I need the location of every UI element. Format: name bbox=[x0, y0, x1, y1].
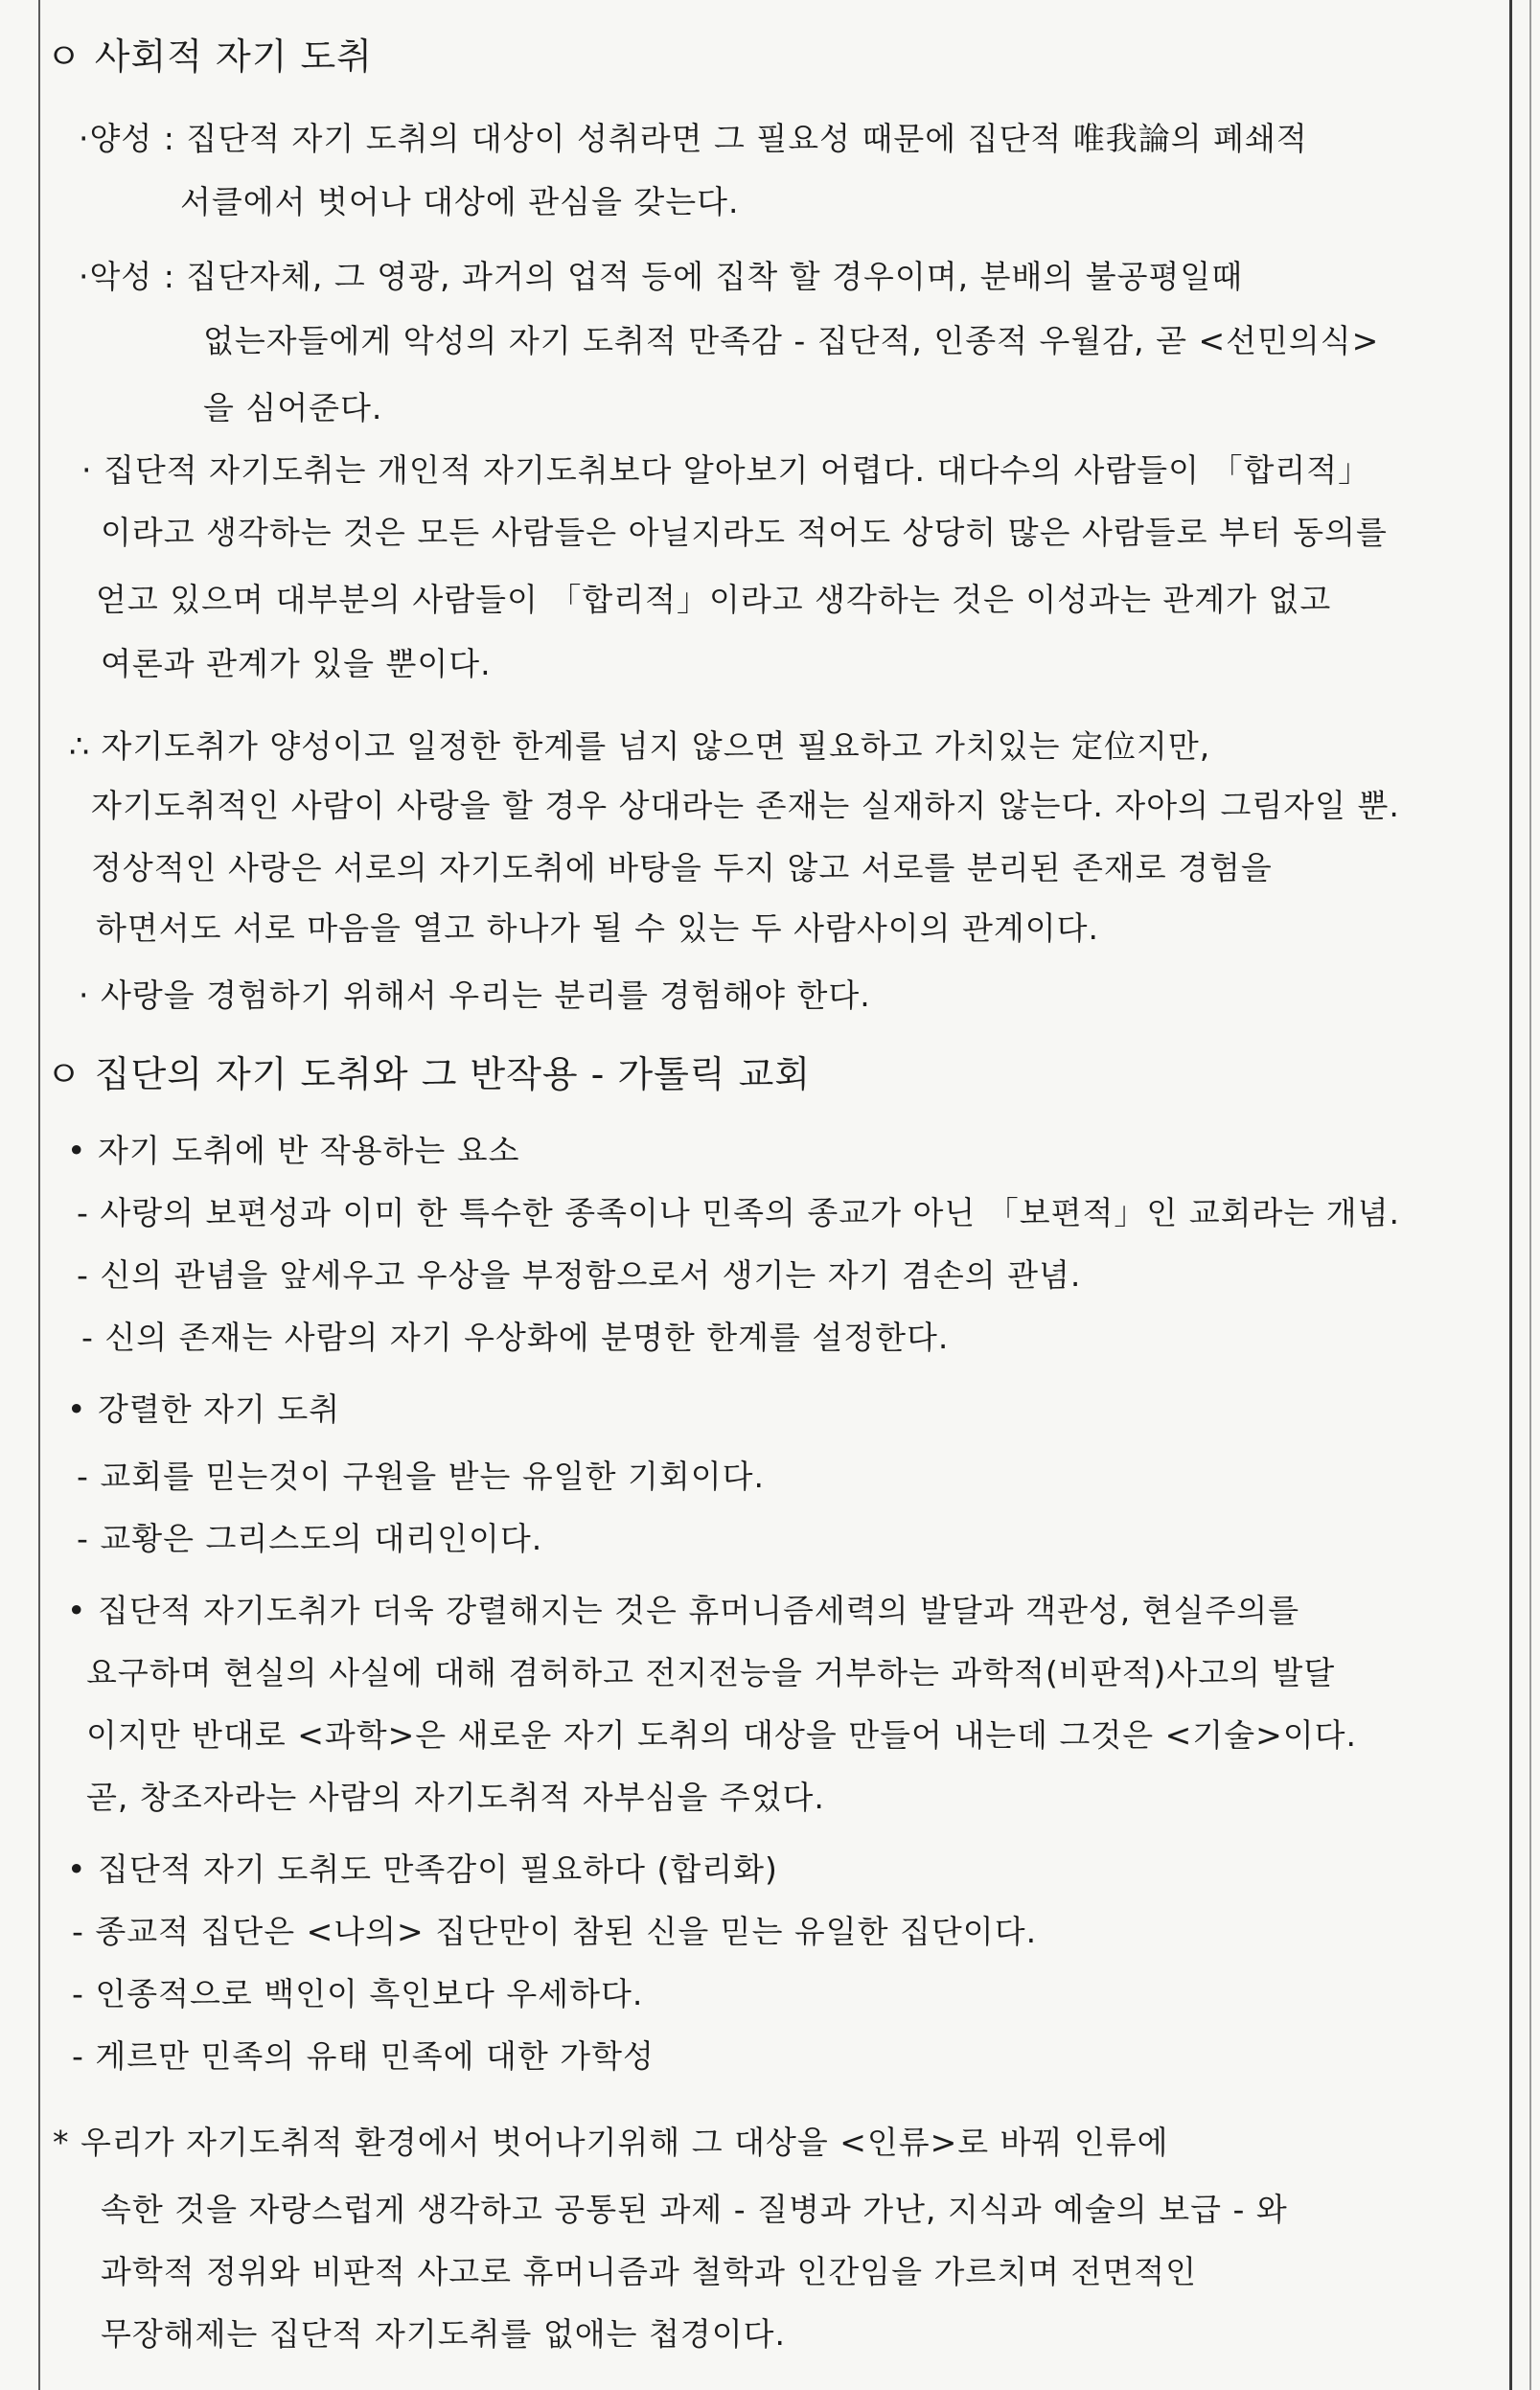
note-line: • 자기 도취에 반 작용하는 요소 bbox=[67, 1132, 520, 1169]
note-line: 이라고 생각하는 것은 모든 사람들은 아닐지라도 적어도 상당히 많은 사람들로 부터 동의를 bbox=[101, 514, 1388, 551]
note-line: 무장해제는 집단적 자기도취를 없애는 첩경이다. bbox=[101, 2315, 787, 2353]
note-line: - 교회를 믿는것이 구원을 받는 유일한 기회이다. bbox=[77, 1458, 766, 1495]
note-line: 정상적인 사랑은 서로의 자기도취에 바탕을 두지 않고 서로를 분리된 존재로 경험을 bbox=[91, 849, 1273, 886]
note-line: • 강렬한 자기 도취 bbox=[67, 1390, 341, 1428]
note-line: 없는자들에게 악성의 자기 도취적 만족감 - 집단적, 인종적 우월감, 곧 <선민의식> bbox=[203, 322, 1380, 359]
note-line: 여론과 관계가 있을 뿐이다. bbox=[101, 645, 492, 682]
note-line: - 게르만 민족의 유태 민족에 대한 가학성 bbox=[72, 2037, 655, 2075]
note-line: 과학적 정위와 비판적 사고로 휴머니즘과 철학과 인간임을 가르치며 전면적인 bbox=[101, 2253, 1198, 2290]
note-line: · 집단적 자기도취는 개인적 자기도취보다 알아보기 어렵다. 대다수의 사람들이 「합리적」 bbox=[81, 451, 1371, 489]
note-line: ∴ 자기도취가 양성이고 일정한 한계를 넘지 않으면 필요하고 가치있는 定位지만, bbox=[69, 727, 1211, 765]
note-line: 서클에서 벗어나 대상에 관심을 갖는다. bbox=[180, 183, 740, 220]
note-line: - 사랑의 보편성과 이미 한 특수한 종족이나 민족의 종교가 아닌 「보편적」인 교회라는 개념. bbox=[77, 1194, 1401, 1231]
note-line: • 집단적 자기도취가 더욱 강렬해지는 것은 휴머니즘세력의 발달과 객관성, 현실주의를 bbox=[67, 1592, 1300, 1629]
note-line: - 종교적 집단은 <나의> 집단만이 참된 신을 믿는 유일한 집단이다. bbox=[72, 1913, 1038, 1950]
right-page-edge-outer bbox=[1529, 0, 1531, 2390]
note-line: 하면서도 서로 마음을 열고 하나가 될 수 있는 두 사람사이의 관계이다. bbox=[96, 909, 1099, 947]
right-page-edge bbox=[1509, 0, 1512, 2390]
note-line: - 인종적으로 백인이 흑인보다 우세하다. bbox=[72, 1975, 644, 2012]
note-line: 요구하며 현실의 사실에 대해 겸허하고 전지전능을 거부하는 과학적(비판적)사고의 발달 bbox=[86, 1654, 1336, 1691]
left-margin-line bbox=[38, 0, 40, 2390]
note-line: 이지만 반대로 <과학>은 새로운 자기 도취의 대상을 만들어 내는데 그것은 <기술>이다. bbox=[86, 1716, 1357, 1754]
section-heading-social-narcissism: ㅇ 사회적 자기 도취 bbox=[46, 35, 373, 78]
section-heading-catholic-church: ㅇ 집단의 자기 도취와 그 반작용 - 가톨릭 교회 bbox=[46, 1053, 812, 1095]
note-line: - 신의 관념을 앞세우고 우상을 부정함으로서 생기는 자기 겸손의 관념. bbox=[77, 1256, 1082, 1294]
note-line: - 신의 존재는 사람의 자기 우상화에 분명한 한계를 설정한다. bbox=[81, 1319, 950, 1356]
note-line: ·양성 : 집단적 자기 도취의 대상이 성취라면 그 필요성 때문에 집단적 唯我論의 폐쇄적 bbox=[79, 120, 1308, 157]
note-line: 을 심어준다. bbox=[203, 389, 383, 426]
note-line: • 집단적 자기 도취도 만족감이 필요하다 (합리화) bbox=[67, 1850, 778, 1888]
note-line: 자기도취적인 사람이 사랑을 할 경우 상대라는 존재는 실재하지 않는다. 자아의 그림자일 뿐. bbox=[91, 787, 1400, 824]
note-line: 속한 것을 자랑스럽게 생각하고 공통된 과제 - 질병과 가난, 지식과 예술의 보급 - 와 bbox=[101, 2191, 1288, 2228]
note-line: 얻고 있으며 대부분의 사람들이 「합리적」이라고 생각하는 것은 이성과는 관계가 없고 bbox=[96, 581, 1332, 618]
note-line: ·악성 : 집단자체, 그 영광, 과거의 업적 등에 집착 할 경우이며, 분배의 불공평일때 bbox=[79, 258, 1244, 295]
note-line: 곧, 창조자라는 사람의 자기도취적 자부심을 주었다. bbox=[86, 1779, 825, 1816]
note-line: · 사랑을 경험하기 위해서 우리는 분리를 경험해야 한다. bbox=[79, 977, 871, 1014]
note-line: - 교황은 그리스도의 대리인이다. bbox=[77, 1520, 543, 1557]
note-line: * 우리가 자기도취적 환경에서 벗어나기위해 그 대상을 <인류>로 바꿔 인류에 bbox=[53, 2124, 1169, 2161]
